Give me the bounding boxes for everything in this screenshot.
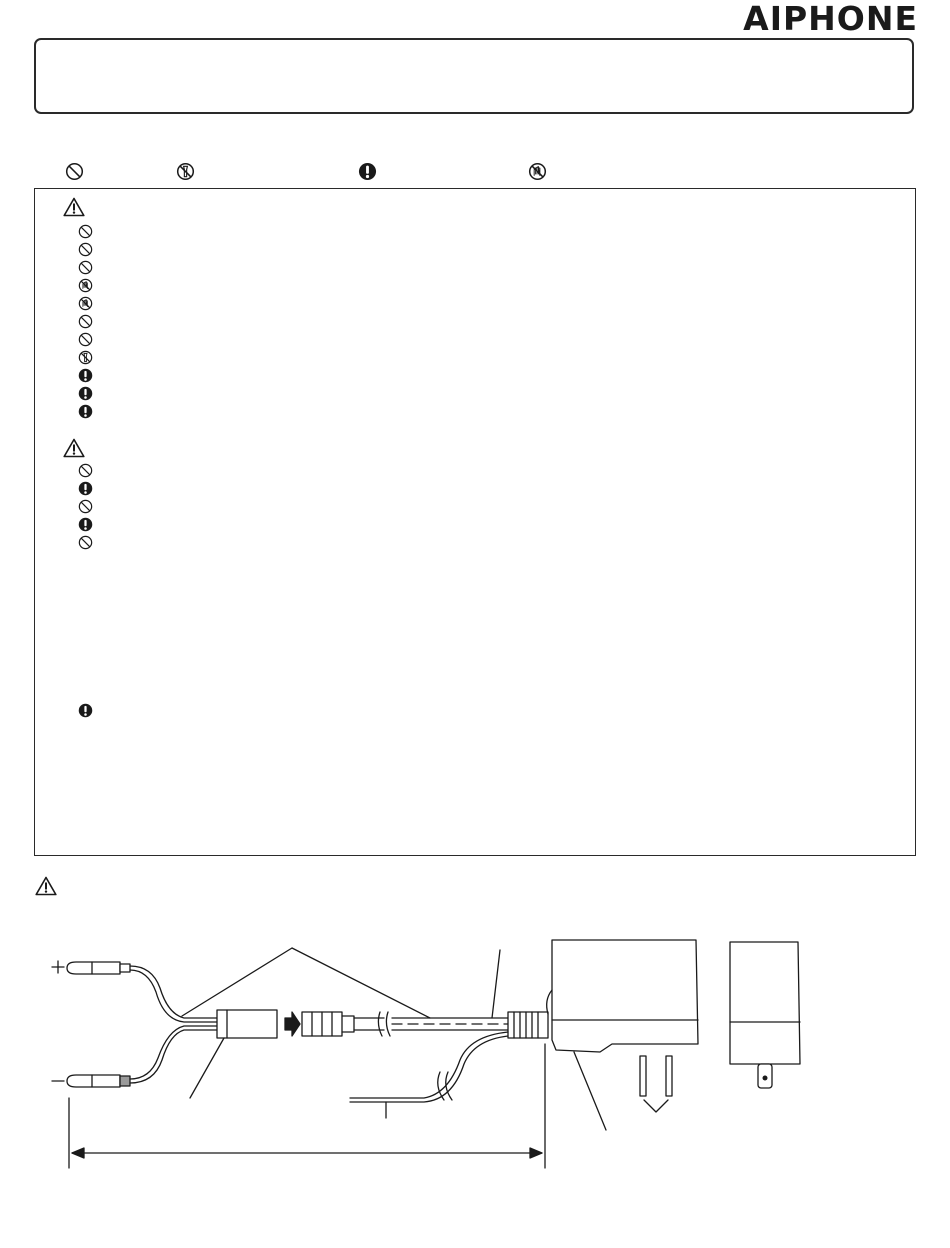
no-wet-hands-icon bbox=[78, 296, 93, 311]
brand-logo: AIPHONE bbox=[743, 0, 918, 38]
warning-triangle-icon bbox=[36, 878, 56, 895]
do-not-disassemble-icon bbox=[78, 350, 93, 365]
mandatory-action-icon bbox=[78, 703, 93, 718]
do-not-disassemble-icon bbox=[176, 162, 195, 181]
caution-triangle-icon bbox=[63, 438, 85, 458]
symbol-legend bbox=[0, 162, 950, 184]
prohibited-icon bbox=[78, 499, 93, 514]
mandatory-action-icon bbox=[78, 386, 93, 401]
title-frame bbox=[34, 38, 914, 114]
prohibited-icon bbox=[78, 463, 93, 478]
prohibited-icon bbox=[78, 224, 93, 239]
mandatory-action-icon bbox=[358, 162, 377, 181]
prohibited-icon bbox=[78, 314, 93, 329]
prohibited-icon bbox=[65, 162, 84, 181]
power-adapter-diagram bbox=[0, 860, 950, 1180]
prohibited-icon bbox=[78, 332, 93, 347]
warning-triangle-icon bbox=[63, 197, 85, 217]
no-wet-hands-icon bbox=[528, 162, 547, 181]
prohibited-icon bbox=[78, 242, 93, 257]
prohibited-icon bbox=[78, 260, 93, 275]
no-wet-hands-icon bbox=[78, 278, 93, 293]
mandatory-action-icon bbox=[78, 517, 93, 532]
safety-precautions-box bbox=[34, 188, 916, 856]
prohibited-icon bbox=[78, 535, 93, 550]
mandatory-action-icon bbox=[78, 481, 93, 496]
mandatory-action-icon bbox=[78, 368, 93, 383]
mandatory-action-icon bbox=[78, 404, 93, 419]
